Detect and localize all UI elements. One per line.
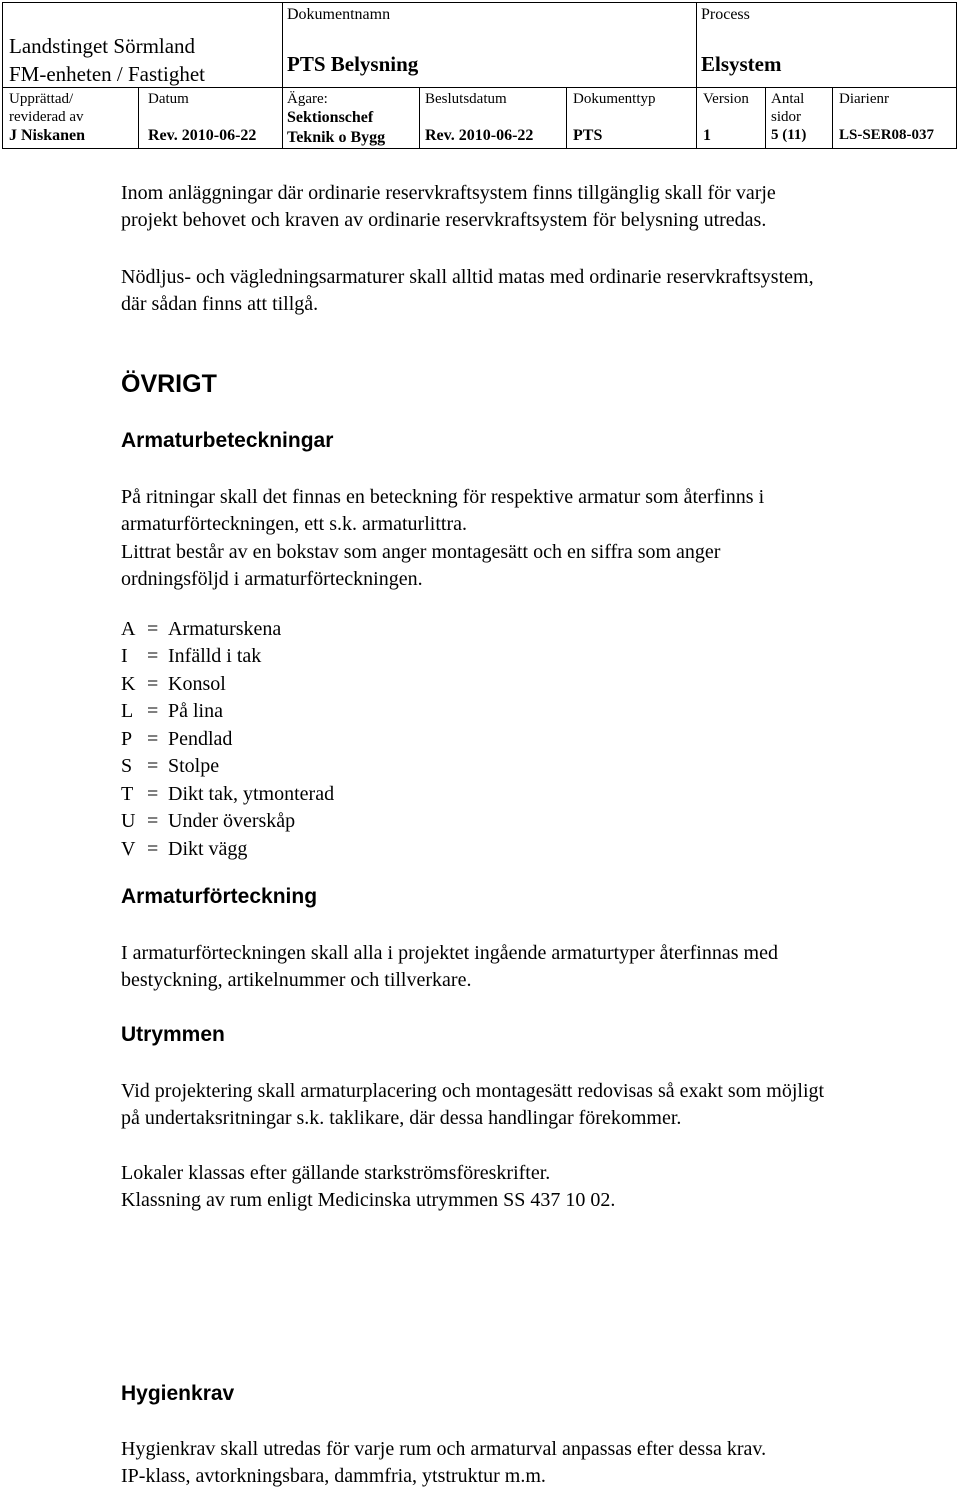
text-line: armaturförteckningen, ett s.k. armaturlittra. [121, 513, 467, 535]
heading-hygienkrav: Hygienkrav [121, 1382, 235, 1405]
code-letter: S [121, 755, 133, 777]
org-name: Landstinget Sörmland [9, 34, 196, 58]
text-line: På ritningar skall det finnas en beteckning för respektive armatur som återfinns i [121, 486, 765, 508]
sidor-label: sidor [771, 109, 801, 125]
code-item [121, 698, 223, 725]
code-separator: = [147, 838, 159, 860]
code-letter: T [121, 783, 134, 805]
code-description: Dikt tak, ytmonterad [168, 783, 335, 805]
text-line: Vid projektering skall armaturplacering och montagesätt redovisas så exakt som möjligt [121, 1080, 825, 1102]
code-item [121, 753, 219, 780]
code-description: Konsol [168, 673, 226, 695]
heading-armaturbeteckningar: Armaturbeteckningar [121, 429, 334, 452]
upprattad-value: J Niskanen [9, 127, 86, 144]
text-line: på undertaksritningar s.k. taklikare, där dessa handlingar förekommer. [121, 1107, 682, 1129]
code-letter: K [121, 673, 136, 695]
paragraph-projektering [121, 1078, 951, 1132]
text-line: bestyckning, artikelnummer och tillverkare. [121, 969, 472, 991]
code-description: Infälld i tak [168, 645, 262, 667]
code-letter: I [121, 645, 128, 667]
heading-armaturforteckning: Armaturförteckning [121, 885, 318, 908]
beslutsdatum-label: Beslutsdatum [425, 91, 507, 107]
code-description: Under överskåp [168, 810, 296, 832]
code-separator: = [147, 783, 159, 805]
antal-label: Antal [771, 91, 805, 107]
process-value: Elsystem [701, 52, 782, 76]
header-divider [282, 3, 283, 148]
code-separator: = [147, 673, 159, 695]
docname-label: Dokumentnamn [287, 6, 391, 23]
code-item [121, 726, 232, 753]
agare-unit: Teknik o Bygg [287, 129, 386, 146]
dokumenttyp-label: Dokumenttyp [573, 91, 656, 107]
text-line: IP-klass, avtorkningsbara, dammfria, ytstruktur m.m. [121, 1465, 546, 1487]
header-divider [566, 87, 567, 148]
header-divider [696, 3, 697, 148]
dokumenttyp-value: PTS [573, 127, 603, 144]
code-separator: = [147, 618, 159, 640]
process-label: Process [701, 6, 750, 23]
text-line: där sådan finns att tillgå. [121, 293, 319, 315]
paragraph-littrat [121, 539, 951, 593]
reviderad-label: reviderad av [9, 109, 84, 125]
datum-label: Datum [148, 91, 189, 107]
code-item [121, 781, 334, 808]
code-description: Stolpe [168, 755, 220, 777]
document-header [2, 2, 957, 149]
code-separator: = [147, 755, 159, 777]
heading-ovrigt: ÖVRIGT [121, 370, 217, 398]
text-line: Inom anläggningar där ordinarie reservkraftsystem finns tillgänglig skall för varje [121, 182, 776, 204]
text-line: Littrat består av en bokstav som anger montagesätt och en siffra som anger [121, 541, 721, 563]
code-separator: = [147, 810, 159, 832]
paragraph-lokaler [121, 1160, 951, 1214]
code-letter: U [121, 810, 136, 832]
code-description: Pendlad [168, 728, 233, 750]
paragraph-reservkraft [121, 180, 951, 234]
paragraph-hygienkrav [121, 1436, 951, 1490]
paragraph-ritningar [121, 484, 951, 538]
agare-title: Sektionschef [287, 109, 374, 126]
heading-utrymmen: Utrymmen [121, 1023, 225, 1046]
code-description: Armaturskena [168, 618, 282, 640]
code-item [121, 671, 226, 698]
code-letter: L [121, 700, 134, 722]
upprattad-label: Upprättad/ [9, 91, 74, 107]
code-separator: = [147, 700, 159, 722]
code-description: På lina [168, 700, 223, 722]
code-item [121, 808, 295, 835]
code-separator: = [147, 645, 159, 667]
text-line: ordningsföljd i armaturförteckningen. [121, 568, 423, 590]
agare-label: Ägare: [287, 91, 328, 107]
datum-value: Rev. 2010-06-22 [148, 127, 257, 144]
header-divider [832, 87, 833, 148]
paragraph-nodljus [121, 264, 951, 318]
text-line: Lokaler klassas efter gällande starkströmsföreskrifter. [121, 1162, 551, 1184]
version-label: Version [703, 91, 749, 107]
code-item [121, 836, 247, 863]
header-divider [138, 87, 139, 148]
docname-value: PTS Belysning [287, 52, 419, 76]
text-line: Klassning av rum enligt Medicinska utrymmen SS 437 10 02. [121, 1189, 616, 1211]
text-line: I armaturförteckningen skall alla i projektet ingående armaturtyper återfinnas med [121, 942, 778, 964]
diarienr-label: Diarienr [839, 91, 889, 107]
paragraph-armaturforteckning [121, 940, 951, 994]
code-description: Dikt vägg [168, 838, 248, 860]
code-item [121, 643, 261, 670]
text-line: projekt behovet och kraven av ordinarie reservkraftsystem för belysning utredas. [121, 209, 767, 231]
header-divider [419, 87, 420, 148]
code-item [121, 616, 281, 643]
code-letter: P [121, 728, 133, 750]
beslutsdatum-value: Rev. 2010-06-22 [425, 127, 534, 144]
text-line: Nödljus- och vägledningsarmaturer skall alltid matas med ordinarie reservkraftsystem, [121, 266, 814, 288]
diarienr-value: LS-SER08-037 [839, 127, 935, 143]
org-unit: FM-enheten / Fastighet [9, 62, 205, 86]
antal-value: 5 (11) [771, 127, 807, 143]
text-line: Hygienkrav skall utredas för varje rum och armaturval anpassas efter dessa krav. [121, 1438, 767, 1460]
header-divider [765, 87, 766, 148]
version-value: 1 [703, 127, 711, 144]
code-separator: = [147, 728, 159, 750]
code-letter: V [121, 838, 136, 860]
code-letter: A [121, 618, 136, 640]
header-divider [3, 87, 956, 88]
